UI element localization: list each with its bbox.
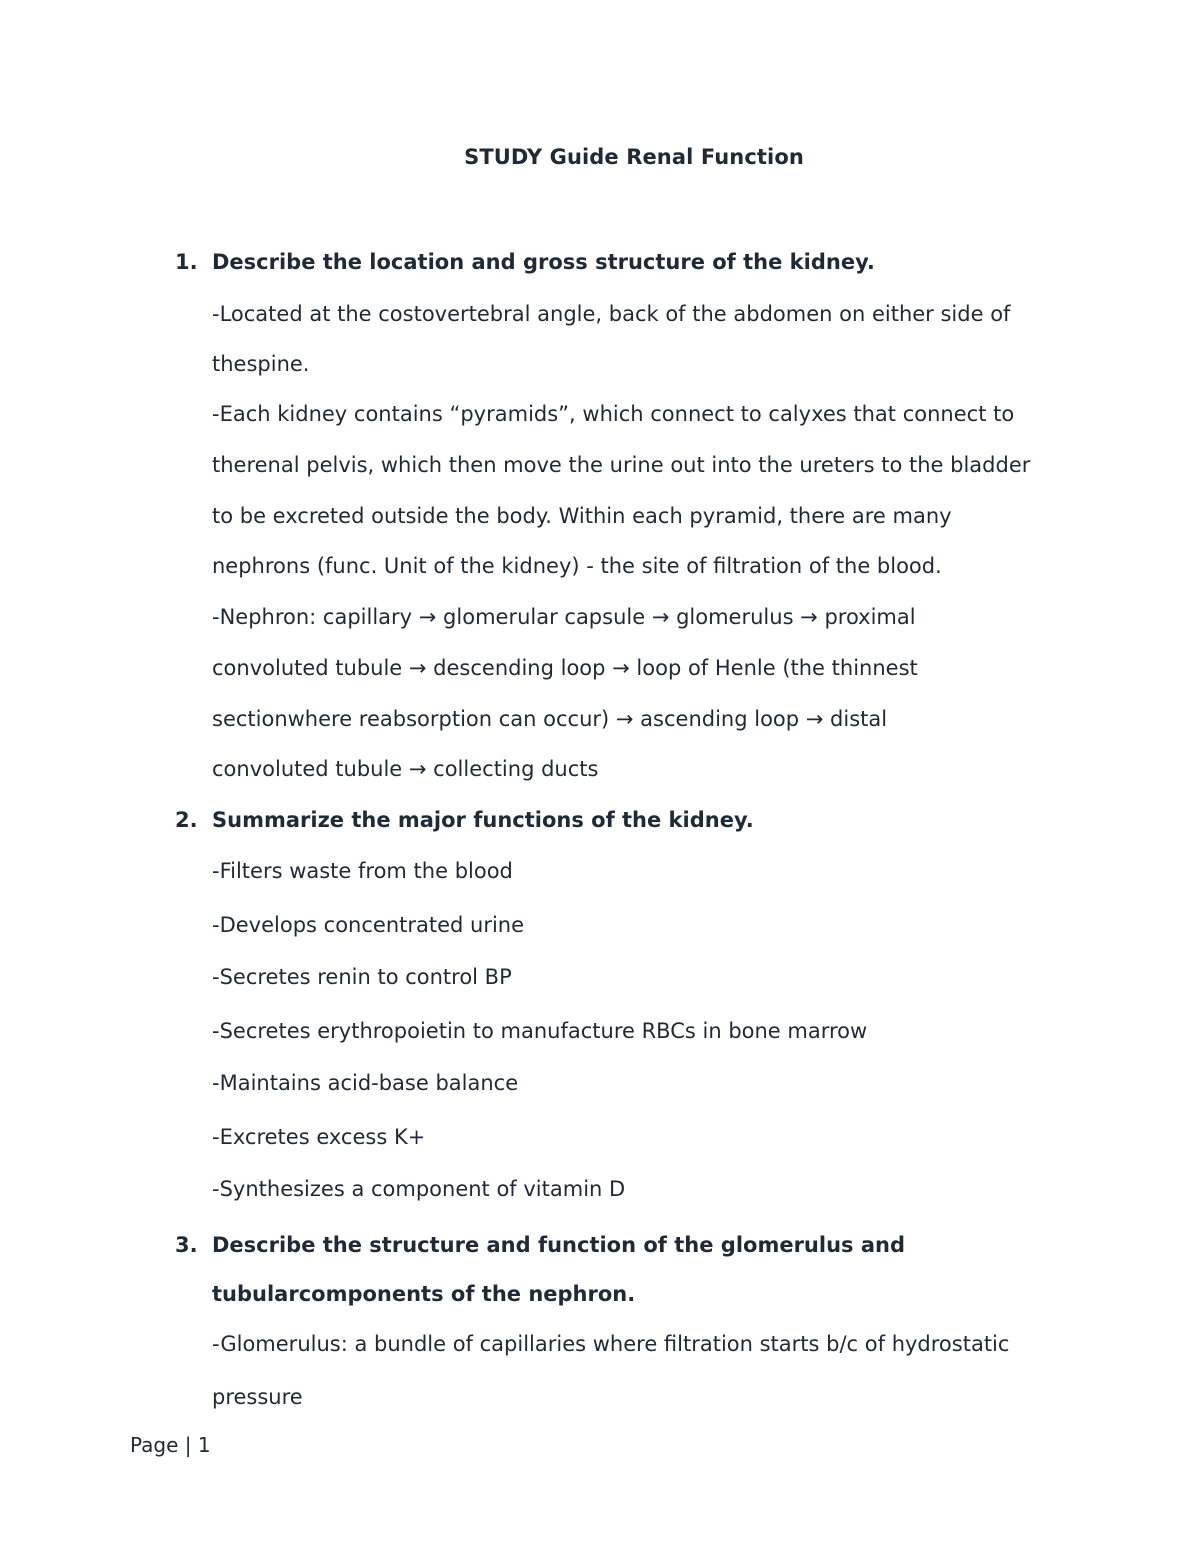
answer-line: -Located at the costovertebral angle, back of the abdomen on either side of [212, 302, 1011, 326]
answer-line: -Excretes excess K+ [212, 1125, 426, 1149]
question-prompt: Describe the location and gross structure of the kidney. [212, 250, 875, 274]
answer-line: thespine. [212, 352, 310, 376]
answer-line: therenal pelvis, which then move the urine out into the ureters to the bladder [212, 453, 1031, 477]
answer-line: -Maintains acid-base balance [212, 1071, 519, 1095]
answer-line: -Secretes erythropoietin to manufacture RBCs in bone marrow [212, 1019, 868, 1043]
question-number: 2. [175, 808, 198, 832]
answer-line: -Glomerulus: a bundle of capillaries where filtration starts b/c of hydrostatic [212, 1332, 1010, 1356]
answer-line: nephrons (func. Unit of the kidney) - the site of filtration of the blood. [212, 554, 942, 578]
answer-line: -Each kidney contains “pyramids”, which connect to calyxes that connect to [212, 402, 1015, 426]
answer-line: -Secretes renin to control BP [212, 965, 512, 989]
answer-line: to be excreted outside the body. Within each pyramid, there are many [212, 504, 952, 528]
answer-line: -Develops concentrated urine [212, 913, 525, 937]
page-footer: Page | 1 [130, 1433, 211, 1457]
question-prompt: Summarize the major functions of the kidney. [212, 808, 754, 832]
question-prompt: tubularcomponents of the nephron. [212, 1282, 636, 1306]
answer-line: pressure [212, 1385, 303, 1409]
document-title: STUDY Guide Renal Function [464, 145, 804, 169]
answer-line: -Nephron: capillary → glomerular capsule → glomerulus → proximal [212, 605, 916, 629]
question-number: 3. [175, 1233, 198, 1257]
question-number: 1. [175, 250, 198, 274]
answer-line: sectionwhere reabsorption can occur) → ascending loop → distal [212, 707, 888, 731]
answer-line: convoluted tubule → descending loop → loop of Henle (the thinnest [212, 656, 918, 680]
answer-line: -Synthesizes a component of vitamin D [212, 1177, 626, 1201]
answer-line: -Filters waste from the blood [212, 859, 513, 883]
answer-line: convoluted tubule → collecting ducts [212, 757, 599, 781]
question-prompt: Describe the structure and function of the glomerulus and [212, 1233, 905, 1257]
